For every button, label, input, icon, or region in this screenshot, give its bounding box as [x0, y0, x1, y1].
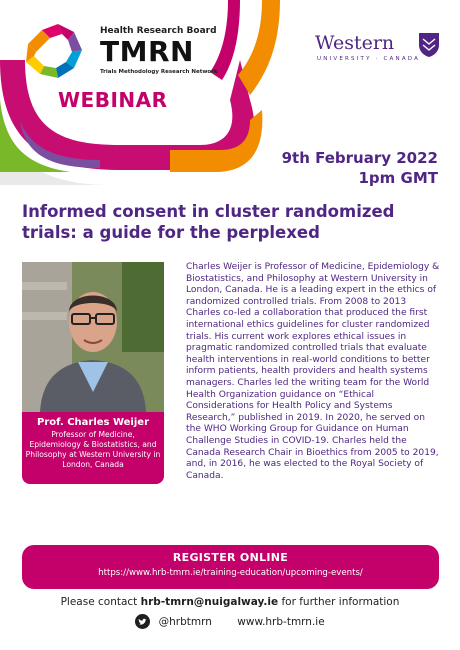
twitter-icon[interactable]	[135, 614, 150, 629]
event-datetime	[282, 148, 438, 188]
tmrn-logo-icon	[18, 22, 86, 84]
logo-text: TMRN	[100, 35, 194, 68]
register-banner[interactable]	[22, 545, 439, 589]
event-time: 1pm GMT	[358, 169, 438, 187]
website-link[interactable]: www.hrb-tmrn.ie	[237, 615, 325, 628]
event-date: 9th February 2022	[281, 149, 438, 167]
twitter-handle[interactable]: @hrbtmrn	[158, 615, 212, 628]
org-name: Health Research Board	[100, 26, 217, 36]
contact-line	[0, 596, 460, 608]
speaker-caption	[22, 412, 164, 484]
speaker-photo	[22, 262, 164, 412]
footer	[0, 614, 460, 629]
network-name: Trials Methodology Research Network	[100, 69, 218, 75]
register-link[interactable]: https://www.hrb-tmrn.ie/training-education/upcoming-events/	[98, 568, 363, 578]
speaker-name: Prof. Charles Weijer	[36, 417, 150, 428]
partner-name: Western	[315, 32, 395, 54]
contact-email[interactable]: hrb-tmrn@nuigalway.ie	[140, 596, 279, 608]
register-heading: REGISTER ONLINE	[172, 551, 289, 564]
speaker-role: Professor of Medicine, Epidemiology & Biostatistics, and Philosophy at Western University in London, Canada	[25, 430, 161, 469]
contact-suffix: for further information	[281, 596, 400, 608]
crest-icon	[418, 32, 440, 58]
event-type: WEBINAR	[58, 88, 168, 112]
partner-sub: UNIVERSITY · CANADA	[317, 56, 421, 62]
event-title: Informed consent in cluster randomized trials: a guide for the perplexed	[22, 202, 395, 242]
speaker-bio: Charles Weijer is Professor of Medicine, Epidemiology & Biostatistics, and Philosophy at Western University in London, Canada. He is a leading expert in the ethics of randomized controlled trials. From 2008 to 2013 Charles co-led a collaboration that produced the first international ethics guidelines for cluster randomized trials. His current work explores ethical issues in pragmatic randomized controlled trials that evaluate health interventions in real-world conditions to better inform patients, health providers and health systems managers. Charles led the writing team for the World Health Organization guidance on “Ethical Considerations for Health Policy and Systems Research,” published in 2019. In 2020, he served on the WHO Working Group for Guidance on Human Challenge Studies in COVID-19. Charles held the Canada Research Chair in Bioethics from 2005 to 2019, and, in 2016, he was elected to the Royal Society of Canada.	[186, 262, 440, 481]
contact-prefix: Please contact	[60, 596, 138, 608]
western-logo	[315, 32, 445, 72]
